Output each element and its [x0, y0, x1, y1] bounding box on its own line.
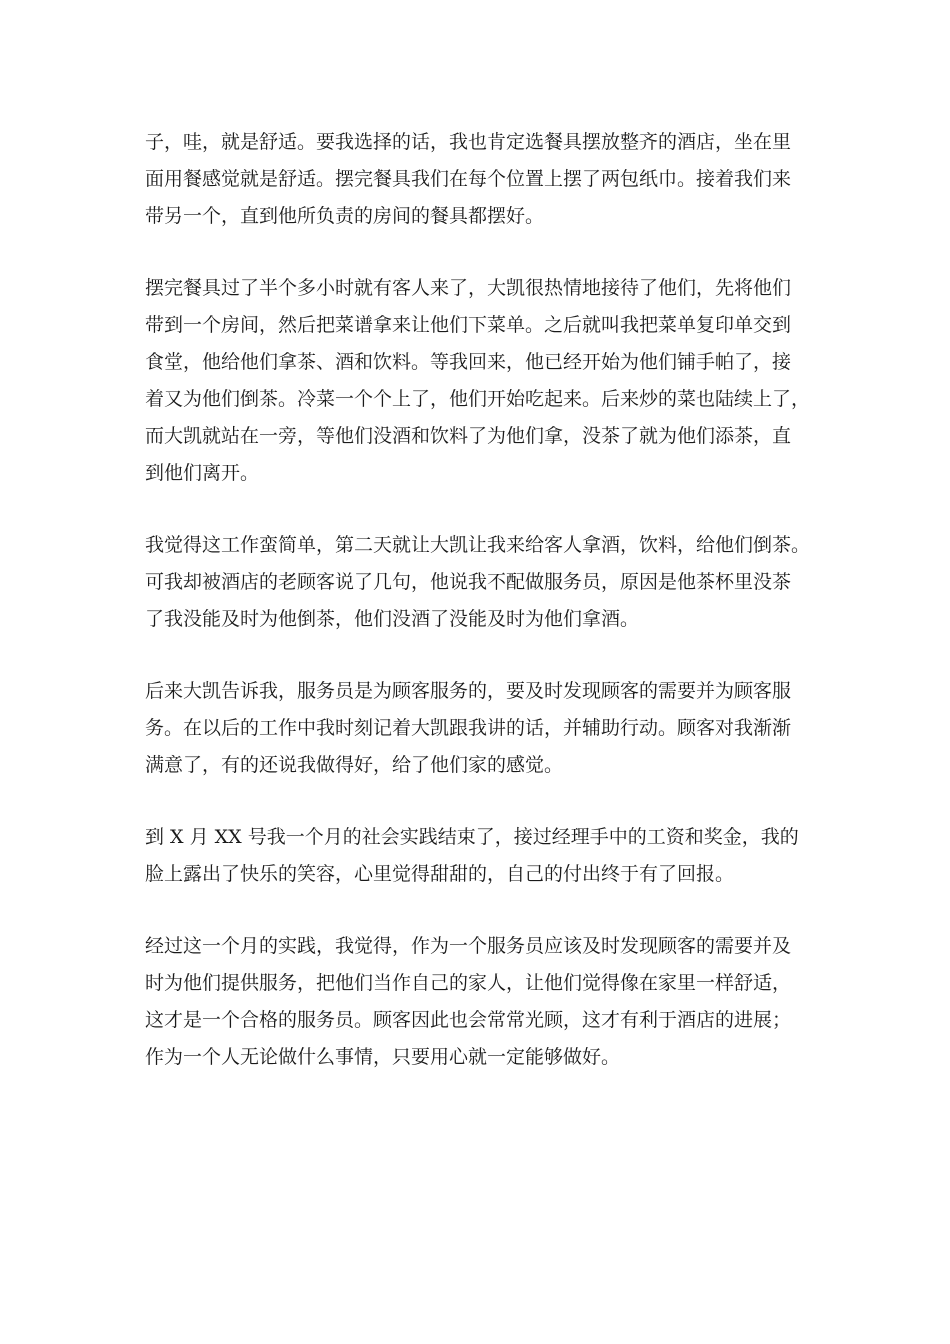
text-line: 时为他们提供服务，把他们当作自己的家人，让他们觉得像在家里一样舒适，	[145, 972, 792, 994]
text-line: 而大凯就站在一旁，等他们没酒和饮料了为他们拿，没茶了就为他们添茶，直	[145, 425, 792, 447]
text-line: 脸上露出了快乐的笑容，心里觉得甜甜的，自己的付出终于有了回报。	[145, 863, 735, 885]
paragraph-4	[145, 673, 845, 784]
text-line: 经过这一个月的实践，我觉得，作为一个服务员应该及时发现顾客的需要并及	[145, 935, 792, 957]
text-line: 满意了，有的还说我做得好，给了他们家的感觉。	[145, 754, 564, 776]
text-line: 作为一个人无论做什么事情，只要用心就一定能够做好。	[145, 1046, 621, 1068]
text-line: 摆完餐具过了半个多小时就有客人来了，大凯很热情地接待了他们，先将他们	[145, 277, 792, 299]
text-line: 务。在以后的工作中我时刻记着大凯跟我讲的话，并辅助行动。顾客对我渐渐	[145, 717, 792, 739]
text-line: 到他们离开。	[145, 462, 260, 484]
document-body	[145, 124, 845, 1111]
paragraph-1	[145, 124, 845, 235]
paragraph-6	[145, 928, 845, 1076]
text-line: 了我没能及时为他倒茶，他们没酒了没能及时为他们拿酒。	[145, 608, 640, 630]
text-line: 着又为他们倒茶。冷菜一个个上了，他们开始吃起来。后来炒的菜也陆续上了，	[145, 388, 811, 410]
text-line: 这才是一个合格的服务员。顾客因此也会常常光顾，这才有利于酒店的进展；	[145, 1009, 792, 1031]
paragraph-2	[145, 270, 845, 492]
text-line: 带到一个房间，然后把菜谱拿来让他们下菜单。之后就叫我把菜单复印单交到	[145, 314, 792, 336]
paragraph-3	[145, 527, 845, 638]
text-line: 子，哇，就是舒适。要我选择的话，我也肯定选餐具摆放整齐的酒店，坐在里	[145, 131, 792, 153]
text-line: 带另一个，直到他所负责的房间的餐具都摆好。	[145, 205, 545, 227]
text-line: 到 X 月 XX 号我一个月的社会实践结束了，接过经理手中的工资和奖金，我的	[145, 826, 799, 848]
text-line: 食堂，他给他们拿茶、酒和饮料。等我回来，他已经开始为他们铺手帕了，接	[145, 351, 792, 373]
text-line: 我觉得这工作蛮简单，第二天就让大凯让我来给客人拿酒，饮料，给他们倒茶。	[145, 534, 811, 556]
text-line: 可我却被酒店的老顾客说了几句，他说我不配做服务员，原因是他茶杯里没茶	[145, 571, 792, 593]
paragraph-5	[145, 819, 845, 893]
text-line: 后来大凯告诉我，服务员是为顾客服务的，要及时发现顾客的需要并为顾客服	[145, 680, 792, 702]
text-line: 面用餐感觉就是舒适。摆完餐具我们在每个位置上摆了两包纸巾。接着我们来	[145, 168, 792, 190]
